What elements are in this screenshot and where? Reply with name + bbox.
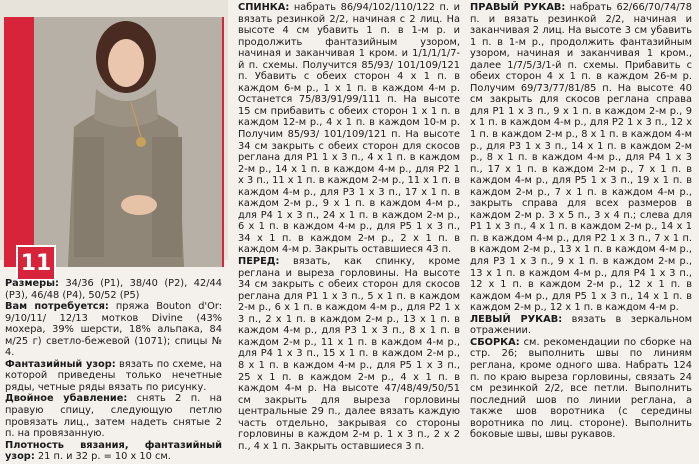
double-decrease-paragraph [5, 393, 222, 439]
back-label: СПИНКА: [238, 2, 290, 13]
model-illustration [34, 17, 222, 267]
sizes-text: 34/36 (P1), 38/40 (P2), 42/44 (P3), 46/48 (P4), 50/52 (P5) [5, 278, 222, 301]
front-text: вязать, как спинку, кроме реглана и выреза горловины. На высоте 34 см закрыть с обеих сторон для скосов реглана для Р1 1 x 3 п., 5 x 1 п. в каждом 2-м р., 6 x 1 п. в каждом 4-м р., для Р2 1 x 3 п., 2 x 1 п. в каждом 2-м р., 13 x 1 п. в каждом 4-м р., для Р3 1 x 3 п., 8 x 1 п. в каждом 2-м р., 11 x 1 п. в каждом 4-м р., для Р4 1 x 3 п., 15 x 1 п. в каждом 2-м р., 8 x 1 п. в каждом 4-м р., для Р5 1 x 3 п., 25 x 1 п. в каждом 2-м р., 4 x 1 п. в каждом 4-м р. На высоте 47/48/49/50/51 см закрыть для выреза горловины центральные 29 п., далее вязать каждую часть отдельно, закрывая со стороны горловины в каждом 2-м р. 1 x 3 п., 2 x 2 п., 4 x 1 п. Закрыть оставшиеся 3 п. [238, 256, 460, 452]
front-label: ПЕРЕД: [238, 256, 280, 268]
right-sleeve-paragraph [470, 2, 692, 314]
photo-frame [4, 17, 224, 276]
assembly-text: см. рекомендации по сборке на стр. 26; выполнить швы по линиям реглана, кроме одного шва. Набрать 124 п. по краю выреза горловины, связать 24 см резинкой 2/2, все петли. Выполнить последний шов по линии реглана, а также шов воротника (с середины воротника по лиц. стороне). Выполнить боковые швы, швы рукавов. [470, 336, 692, 441]
fancy-pattern-label: Фантазийный узор: [5, 358, 116, 370]
right-sleeve-label: ПРАВЫЙ РУКАВ: [470, 2, 566, 13]
sizes-label: Размеры: [5, 278, 59, 289]
density-label: Плотность вязания, фантазийный узор: [5, 439, 222, 463]
middle-column [238, 2, 460, 452]
back-paragraph [238, 2, 460, 256]
right-column [470, 2, 692, 441]
materials-label: Вам потребуется: [5, 301, 109, 313]
double-decrease-text: снять 2 п. на правую спицу, следующую петлю провязать лиц., затем надеть снятые 2 п. на провязанную. [5, 393, 222, 440]
sizes-paragraph [5, 278, 222, 301]
assembly-label: СБОРКА: [470, 336, 520, 348]
assembly-paragraph [470, 337, 692, 441]
left-sleeve-text: вязать в зеркальном отражении. [470, 313, 692, 337]
right-sleeve-text: набрать 62/66/70/74/78 п. и вязать резинкой 2/2, начиная и заканчивая 2 лиц. На высоте 3 см убавить 1 п. в 1-м р., продолжить фантазийным узором, начиная и заканчивая 1 кром., далее 1/7/5/3/1-й п. схемы. Прибавить с обеих сторон 4 x 1 п. в каждом 26-м р. Получим 69/73/77/81/85 п. На высоте 40 см закрыть для скосов реглана справа для Р1 1 x 3 п., 9 x 1 п. в каждом 2-м р., 9 x 1 п. в каждом 4-м р., для Р2 1 x 3 п., 12 x 1 п. в каждом 2-м р., 8 x 1 п. в каждом 4-м р., для Р3 1 x 3 п., 14 x 1 п. в каждом 2-м р., 8 x 1 п. в каждом 4-м р., для Р4 1 x 3 п., 17 x 1 п. в каждом 2-м р., 7 x 1 п. в каждом 4-м р., для Р5 1 x 3 п., 19 x 1 п. в каждом 2-м р., 7 x 1 п. в каждом 4-м р., закрыть справа для всех размеров в каждом 2-м р. 3 x 5 п., 3 x 4 п.; слева для Р1 1 x 3 п., 4 x 1 п. в каждом 2-м р., 14 x 1 п. в каждом 4-м р., для Р2 1 x 3 п., 7 x 1 п. в каждом 2-м р., 13 x 1 п. в каждом 4-м р., для Р3 1 x 3 п., 9 x 1 п. в каждом 2-м р., 13 x 1 п. в каждом 4-м р., для Р4 1 x 3 п., 12 x 1 п. в каждом 2-м р., 12 x 1 п. в каждом 4-м р., для Р5 1 x 3 п., 14 x 1 п. в каждом 2-м р., 12 x 1 п. в каждом 4-м р. [470, 2, 692, 314]
density-paragraph [5, 440, 222, 463]
materials-paragraph [5, 301, 222, 359]
materials-text: пряжа Bouton d'Or: 9/10/11/ 12/13 мотков Divine (43% мохера, 39% шерсти, 18% альпака, 84 м/25 г) светло-бежевой (1071); спицы № 4. [5, 301, 222, 359]
back-text: набрать 86/94/102/110/122 п. и вязать резинкой 2/2, начиная с 2 лиц. На высоте 4 см убавить 1 п. в 1-м р. и продолжить фантазийным узором, начиная и заканчивая 1 кром. и 1/1/1/1/7-й п. схемы. Получится 85/93/ 101/109/121 п. Убавить с обеих сторон 4 x 1 п. в каждом 6-м р., 1 x 1 п. в каждом 4-м р. Останется 75/83/91/99/111 п. На высоте 15 см прибавить с обеих сторон 1 x 1 п. в каждом 12-м р., 4 x 1 п. в каждом 10-м р. Получим 85/93/ 101/109/121 п. На высоте 34 см закрыть с обеих сторон для скосов реглана для Р1 1 x 3 п., 4 x 1 п. в каждом 2-м р., 14 x 1 п. в каждом 4-м р., для Р2 1 x 3 п., 11 x 1 п. в каждом 2-м р., 11 x 1 п. в каждом 4-м р., для Р3 1 x 3 п., 17 x 1 п. в каждом 2-м р., 9 x 1 п. в каждом 4-м р., для Р4 1 x 3 п., 24 x 1 п. в каждом 2-м р., 6 x 1 п. в каждом 4-м р., для Р5 1 x 3 п., 34 x 1 п. в каждом 2-м р., 2 x 1 п. в каждом 4-м р. Закрыть оставшиеся 43 п. [238, 2, 460, 256]
model-photo [34, 17, 222, 267]
fancy-pattern-text: вязать по схеме, на которой приведены только нечетные ряды, четные ряды вязать по рисунку. [5, 358, 222, 393]
left-sleeve-label: ЛЕВЫЙ РУКАВ: [470, 313, 563, 325]
density-text: 21 п. и 32 р. = 10 x 10 см. [34, 451, 171, 463]
fancy-pattern-paragraph [5, 359, 222, 394]
double-decrease-label: Двойное убавление: [5, 393, 128, 405]
front-paragraph [238, 256, 460, 452]
left-column [5, 278, 222, 463]
pattern-number-badge: 11 [16, 245, 56, 281]
left-sleeve-paragraph [470, 314, 692, 337]
